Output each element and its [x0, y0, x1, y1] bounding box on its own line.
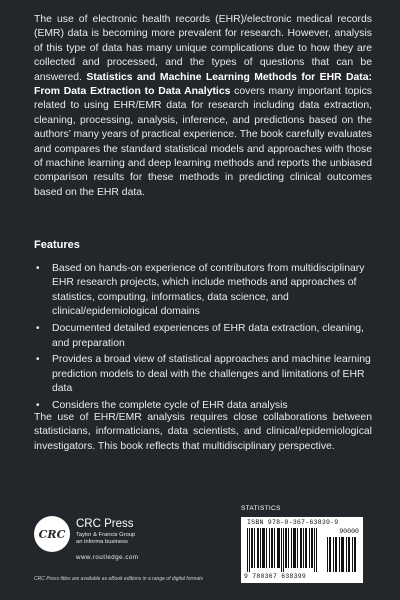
- bullet-icon: •: [36, 263, 40, 274]
- feature-item: [34, 262, 372, 320]
- book-title: Statistics and Machine Learning Methods for EHR Data: From Data Extraction to Data Analytics: [34, 71, 372, 98]
- feature-text: Considers the complete cycle of EHR data analysis: [52, 400, 288, 412]
- bullet-icon: •: [36, 354, 40, 366]
- feature-text: Based on hands-on experience of contributors from multidisciplinary EHR research projects, which include methods and approaches of statistics, computing, informatics, data science, and clinical/epidemiological domains: [52, 263, 365, 318]
- crc-logo-icon: CRC: [34, 516, 70, 552]
- barcode-block: [241, 505, 366, 583]
- price-barcode-bars-icon: [327, 537, 357, 572]
- publisher-url: www.routledge.com: [76, 554, 139, 561]
- intro-text-before: The use of electronic health records (EHR)/electronic medical records (EMR) data is becoming more prevalent for research. However, analysis of this type of data has many unique complications due to how they are collected and processed, and the types of questions that can be answered.: [34, 14, 372, 83]
- bullet-icon: •: [36, 400, 40, 412]
- publisher-logo-block: [34, 516, 204, 566]
- publisher-group-line: Taylor & Francis Group: [76, 532, 136, 538]
- closing-paragraph: The use of EHR/EMR analysis requires close collaborations between statisticians, informaticians, data scientists, and clinical/epidemiological investigators. This book reflects that multidisciplinary perspective.: [34, 412, 372, 452]
- intro-paragraph: [34, 13, 372, 200]
- features-heading: Features: [34, 239, 80, 251]
- publisher-group: [76, 532, 135, 546]
- publisher-group-line: an informa business: [76, 539, 128, 545]
- bullet-icon: •: [36, 323, 40, 335]
- price-code: 90000: [339, 528, 359, 535]
- barcode: [241, 517, 363, 583]
- publisher-name: CRC Press: [76, 518, 134, 530]
- features-list: [34, 262, 372, 416]
- barcode-digits: 9 780367 638399: [244, 573, 307, 580]
- feature-text: Documented detailed experiences of EHR data extraction, cleaning, and preparation: [52, 323, 364, 349]
- ebook-footnote: CRC Press titles are available as eBook editions in a range of digital formats: [34, 576, 203, 582]
- feature-text: Provides a broad view of statistical approaches and machine learning prediction models to deal with the challenges and limitations of EHR data: [52, 354, 371, 395]
- feature-item: [34, 322, 372, 351]
- feature-item: [34, 353, 372, 396]
- subject-label: STATISTICS: [241, 505, 281, 512]
- intro-text-after: covers many important topics related to using EHR/EMR data for research including data extraction, cleaning, processing, analysis, inference, and predictions based on the authors’ many years of practical experience. The book carefully evaluates and compares the standard statistical models and approaches with those of machine learning and deep learning methods and reports the unbiased comparison results for these methods in predicting clinical outcomes based on the EHR data.: [34, 86, 372, 198]
- barcode-bars-icon: [247, 528, 317, 572]
- isbn-text: ISBN 978-0-367-63839-9: [247, 519, 339, 526]
